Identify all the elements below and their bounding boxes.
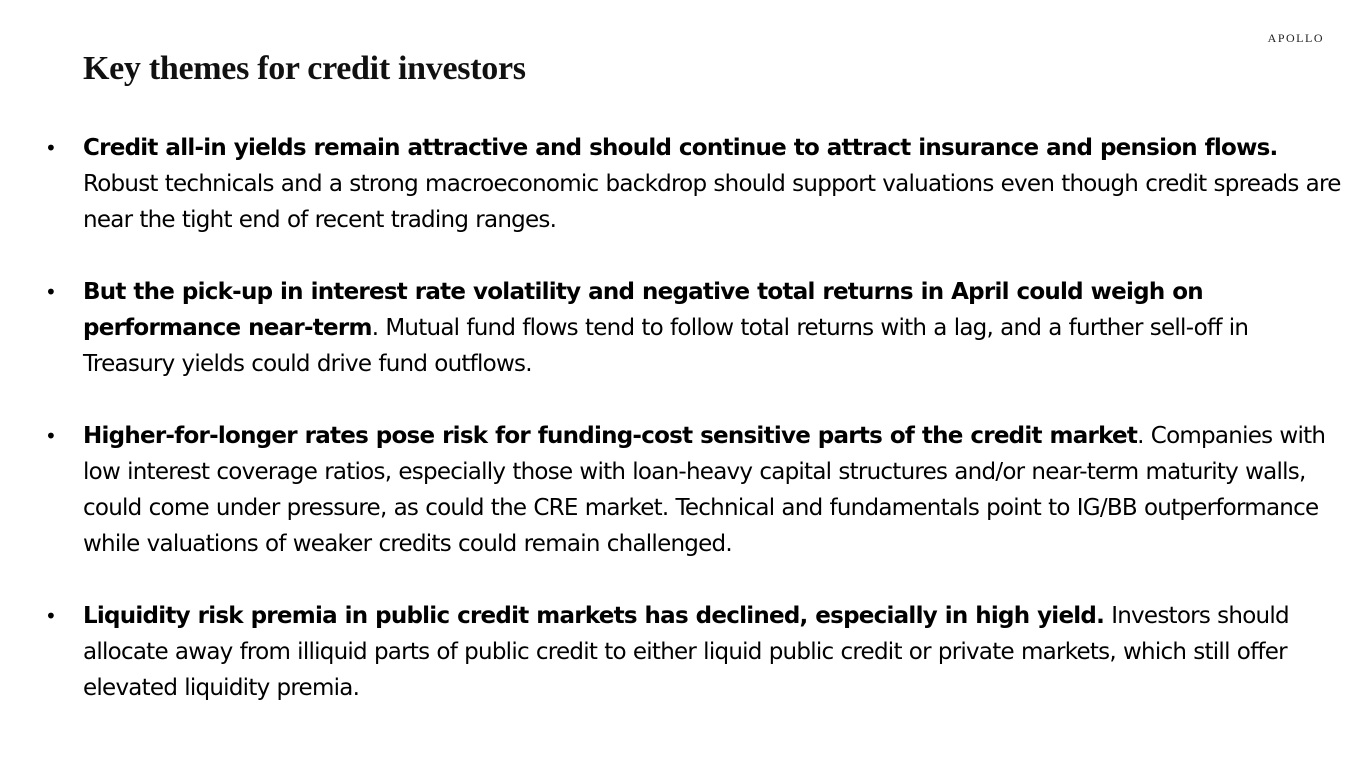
- theme-headline: But the pick-up in interest rate volatility and negative total returns in April could weigh on performance near-term: [83, 279, 1203, 341]
- theme-headline: Liquidity risk premia in public credit markets has declined, especially in high yield.: [83, 603, 1105, 629]
- bullet-marker: •: [45, 424, 57, 448]
- theme-item-liquidity-premia: [0, 598, 1366, 706]
- theme-headline: Credit all-in yields remain attractive and should continue to attract insurance and pension flows.: [83, 135, 1278, 161]
- themes-list: [0, 130, 1366, 742]
- theme-body: . Mutual fund flows tend to follow total returns with a lag, and a further sell-off in Treasury yields could drive fund outflows.: [83, 315, 1249, 377]
- theme-body: Robust technicals and a strong macroeconomic backdrop should support valuations even though credit spreads are near the tight end of recent trading ranges.: [83, 171, 1341, 233]
- bullet-marker: •: [45, 136, 57, 160]
- theme-item-higher-for-longer: [0, 418, 1366, 562]
- page-title: Key themes for credit investors: [83, 50, 526, 87]
- theme-body: . Companies with low interest coverage ratios, especially those with loan-heavy capital structures and/or near-term maturity walls, could come under pressure, as could the CRE market. Technical and fundamentals point to IG/BB outperformance while valuations of weaker credits could remain challenged.: [83, 423, 1326, 557]
- bullet-marker: •: [45, 604, 57, 628]
- theme-item-attractive-yields: [0, 130, 1366, 238]
- apollo-logo: APOLLO: [1267, 31, 1324, 45]
- bullet-marker: •: [45, 280, 57, 304]
- theme-item-rate-volatility: [0, 274, 1366, 382]
- theme-headline: Higher-for-longer rates pose risk for funding-cost sensitive parts of the credit market: [83, 423, 1138, 449]
- theme-body: Investors should allocate away from illiquid parts of public credit to either liquid public credit or private markets, which still offer elevated liquidity premia.: [83, 603, 1289, 701]
